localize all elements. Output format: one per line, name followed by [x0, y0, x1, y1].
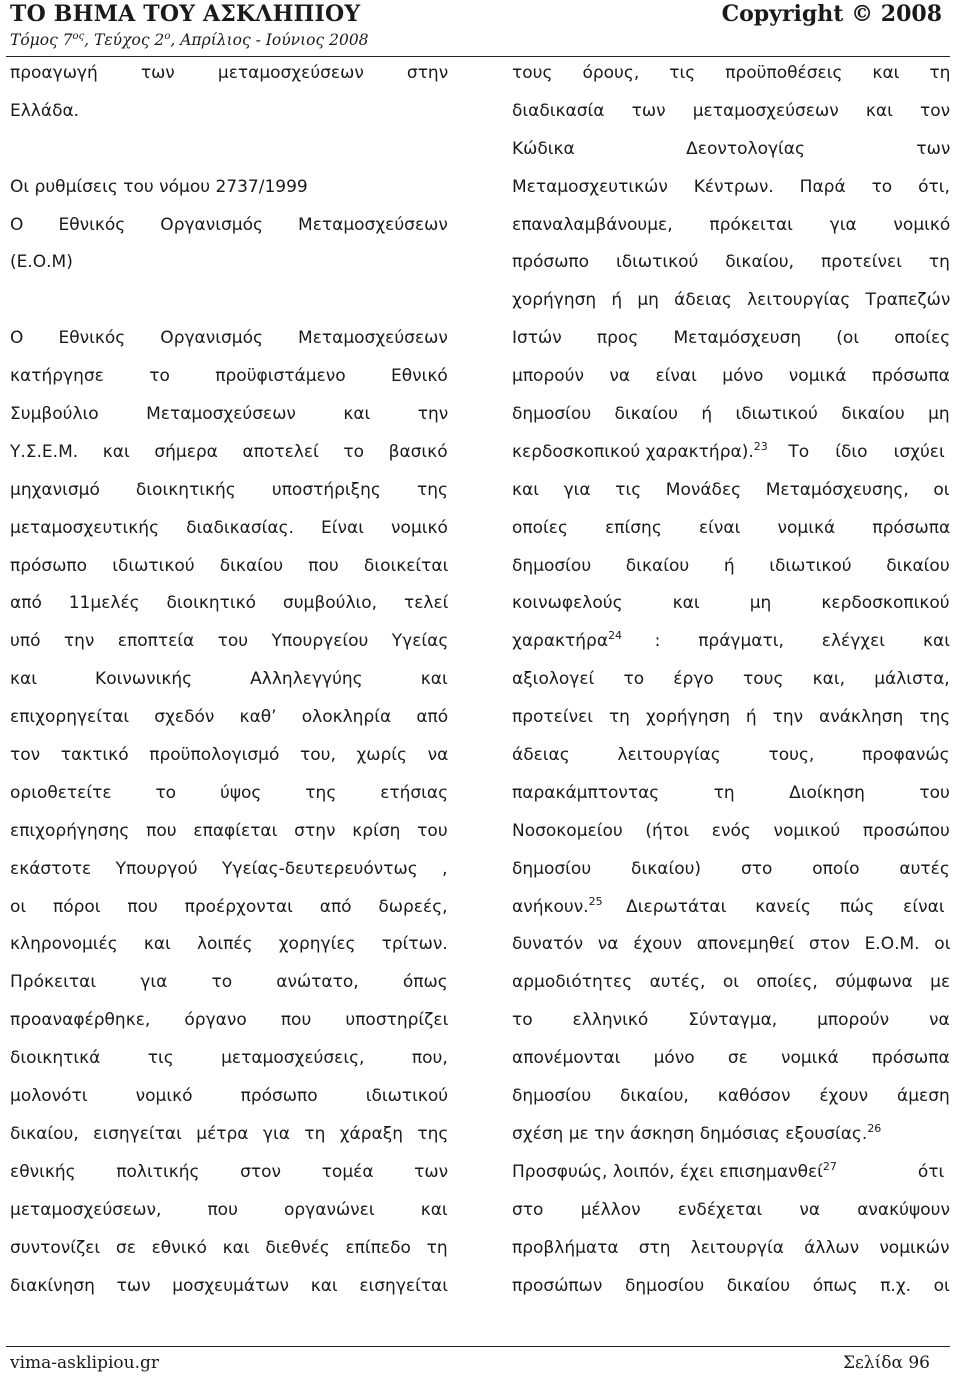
text-line	[10, 585, 448, 623]
text-line	[10, 813, 448, 851]
line-text: Συμβούλιο Μεταμοσχεύσεων και την	[10, 404, 449, 425]
line-text: Πρόκειται για το ανώτατο, όπως	[10, 972, 448, 993]
footer-divider	[6, 1346, 950, 1347]
line-text: διακίνηση των μοσχευμάτων και εισηγείται	[10, 1275, 449, 1296]
line-text: επαναλαμβάνουμε, πρόκειται για νομικό	[512, 214, 951, 235]
text-line	[10, 926, 448, 964]
line-segment	[512, 1116, 881, 1154]
text-line	[10, 55, 448, 93]
text-line	[512, 93, 950, 131]
line-text: Κώδικα Δεοντολογίας των	[512, 138, 951, 159]
text-line	[10, 1268, 448, 1306]
text-line	[512, 623, 950, 661]
text-line	[10, 320, 448, 358]
line-text: κατήργησε το προϋφιστάμενο Εθνικό	[10, 366, 448, 387]
text-line	[10, 775, 448, 813]
text-line	[512, 1268, 950, 1306]
text-line	[512, 851, 950, 889]
text-line	[512, 964, 950, 1002]
text-line	[10, 131, 448, 169]
line-text: επιχορηγείται σχεδόν καθ’ ολοκληρία από	[10, 707, 449, 728]
line-text: Μεταμοσχευτικών Κέντρων. Παρά το ότι,	[512, 176, 950, 197]
line-text: Οι ρυθμίσεις του νόμου 2737/1999	[10, 176, 308, 197]
line-text: Ελλάδα.	[10, 100, 80, 121]
text-line	[512, 472, 950, 510]
line-text: οποίες επίσης είναι νομικά πρόσωπα	[512, 517, 951, 538]
text-line	[10, 964, 448, 1002]
text-line	[512, 548, 950, 586]
line-text: εθνικής πολιτικής στον τομέα των	[10, 1161, 449, 1182]
text-line	[10, 1230, 448, 1268]
text-line	[512, 1116, 950, 1154]
line-text: και Κοινωνικής Αλληλεγγύης και	[10, 669, 448, 690]
text-line	[512, 396, 950, 434]
text-line	[512, 358, 950, 396]
text-line	[512, 510, 950, 548]
text-line	[512, 320, 950, 358]
line-text: κοινωφελούς και μη κερδοσκοπικού	[512, 593, 950, 614]
text-line	[10, 472, 448, 510]
line-text: Ο Εθνικός Οργανισμός Μεταμοσχεύσεων	[10, 328, 448, 349]
line-text: εκάστοτε Υπουργού Υγείας-δευτερευόντως ,	[10, 858, 448, 879]
line-text: το ελληνικό Σύνταγμα, μπορούν να	[512, 1010, 950, 1031]
line-text: προαναφέρθηκε, όργανο που υποστηρίζει	[10, 1010, 449, 1031]
line-text: προβλήματα στη λειτουργία άλλων νομικών	[512, 1237, 950, 1258]
line-text: παρακάμπτοντας τη Διοίκηση του	[512, 782, 950, 803]
line-text: Ιστών προς Μεταμόσχευση (οι οποίες	[512, 328, 951, 349]
line-text: άδειας λειτουργίας τους, προφανώς	[512, 745, 950, 766]
line-text: μεταμοσχεύσεων, που οργανώνει και	[10, 1199, 448, 1220]
text-line	[10, 1078, 448, 1116]
text-line	[512, 169, 950, 207]
line-text: και για τις Μονάδες Μεταμόσχευσης, οι	[512, 479, 950, 500]
text-line	[512, 1002, 950, 1040]
line-text: ανήκουν.	[512, 896, 589, 917]
line-text: Υ.Σ.Ε.Μ. και σήμερα αποτελεί το βασικό	[10, 441, 448, 462]
line-text: αρμοδιότητες αυτές, οι οποίες, σύμφωνα με	[512, 972, 951, 993]
line-text: απονέμονται μόνο σε νομικά πρόσωπα	[512, 1048, 950, 1069]
line-text: μεταμοσχευτικής διαδικασίας. Είναι νομικό	[10, 517, 448, 538]
line-segment	[512, 889, 603, 927]
line-text: δημοσίου δικαίου ή ιδιωτικού δικαίου	[512, 555, 950, 576]
text-line	[10, 851, 448, 889]
text-line	[10, 282, 448, 320]
line-text: επιχορήγησης που επαφίεται στην κρίση του	[10, 820, 448, 841]
text-line	[512, 1230, 950, 1268]
text-line	[512, 813, 950, 851]
line-text: οριοθετείτε το ύψος της ετήσιας	[10, 782, 449, 803]
text-line	[512, 889, 950, 927]
text-line	[10, 396, 448, 434]
footnote-24[interactable]: 24	[608, 629, 623, 643]
line-text: στο μέλλον ενδέχεται να ανακύψουν	[512, 1199, 950, 1220]
text-line	[10, 737, 448, 775]
text-line	[512, 244, 950, 282]
line-segment	[512, 623, 622, 661]
line-text: Προσφυώς, λοιπόν, έχει επισημανθεί	[512, 1161, 823, 1182]
text-after-23: Το ίδιο ισχύει	[788, 441, 945, 462]
line-text: προσώπων δημοσίου δικαίου όπως π.χ. οι	[512, 1275, 950, 1296]
text-line	[512, 1154, 950, 1192]
line-text: τον τακτικό προϋπολογισμό του, χωρίς να	[10, 745, 449, 766]
page-header	[8, 0, 950, 56]
text-after-24: : πράγματι, ελέγχει και	[654, 631, 950, 652]
text-line	[10, 623, 448, 661]
text-line	[512, 699, 950, 737]
line-text: μηχανισμό διοικητικής υποστήριξης της	[10, 479, 448, 500]
line-text: αξιολογεί το έργο τους και, μάλιστα,	[512, 669, 950, 690]
text-line	[10, 358, 448, 396]
text-line	[512, 434, 950, 472]
line-segment	[512, 434, 768, 472]
line-text: πρόσωπο ιδιωτικού δικαίου, προτείνει τη	[512, 252, 950, 273]
text-line	[10, 1002, 448, 1040]
text-line	[10, 93, 448, 131]
line-text: χαρακτήρα	[512, 631, 609, 652]
text-line	[512, 1192, 950, 1230]
text-line	[512, 131, 950, 169]
text-line	[10, 207, 448, 245]
line-text: από 11μελές διοικητικό συμβούλιο, τελεί	[10, 593, 449, 614]
line-segment	[512, 1154, 837, 1192]
line-text: δημοσίου δικαίου) στο οποίο αυτές	[512, 858, 950, 879]
line-text: προαγωγή των μεταμοσχεύσεων στην	[10, 63, 449, 83]
text-line	[10, 661, 448, 699]
text-line	[512, 55, 950, 93]
line-text: δημοσίου δικαίου, καθόσον έχουν άμεση	[512, 1086, 950, 1107]
line-text: συντονίζει σε εθνικό και διεθνές επίπεδο τη	[10, 1237, 448, 1258]
line-text: σχέση με την άσκηση δημόσιας εξουσίας.	[512, 1123, 868, 1144]
text-line	[10, 699, 448, 737]
line-text: προτείνει τη χορήγηση ή την ανάκληση της	[512, 707, 951, 728]
copyright-notice: Copyright © 2008	[721, 1, 942, 27]
text-line	[512, 282, 950, 320]
text-line	[512, 207, 950, 245]
line-text: πρόσωπο ιδιωτικού δικαίου που διοικείται	[10, 555, 449, 576]
text-after-27: ότι	[917, 1161, 945, 1182]
line-text: οι πόροι που προέρχονται από δωρεές,	[10, 896, 448, 917]
right-column	[512, 55, 950, 1305]
text-line	[10, 1154, 448, 1192]
text-line	[512, 926, 950, 964]
journal-title: ΤΟ ΒΗΜΑ ΤΟΥ ΑΣΚΛΗΠΙΟΥ	[10, 1, 361, 27]
text-line	[512, 737, 950, 775]
text-line	[512, 775, 950, 813]
line-text: μολονότι νομικό πρόσωπο ιδιωτικού	[10, 1086, 449, 1107]
footnote-23[interactable]: 23	[753, 439, 768, 453]
text-line	[512, 1040, 950, 1078]
line-text: διαδικασία των μεταμοσχεύσεων και τον	[512, 100, 951, 121]
footer-page-number: Σελίδα 96	[842, 1353, 930, 1373]
text-line	[10, 889, 448, 927]
issue-info: Τόμος $7^{o\varsigma}$, Τεύχος $2^o$, Απρίλιος - Ιούνιος 2008	[10, 31, 369, 50]
line-text: μπορούν να είναι μόνο νομικά πρόσωπα	[512, 366, 950, 387]
text-line	[10, 548, 448, 586]
line-text: Νοσοκομείου (ήτοι ενός νομικού προσώπου	[512, 820, 950, 841]
text-line	[10, 434, 448, 472]
line-text: (Ε.Ο.Μ)	[10, 252, 73, 273]
text-line	[512, 585, 950, 623]
text-line	[10, 169, 448, 207]
line-text: κληρονομιές και λοιπές χορηγίες τρίτων.	[10, 934, 448, 955]
text-line	[10, 1192, 448, 1230]
footnote-25[interactable]: 25	[588, 894, 603, 908]
line-text: υπό την εποπτεία του Υπουργείου Υγείας	[10, 631, 449, 652]
text-line	[10, 510, 448, 548]
text-line	[10, 1040, 448, 1078]
footer-site: vima-asklipiou.gr	[10, 1353, 159, 1373]
line-text: τους όρους, τις προϋποθέσεις και τη	[512, 63, 951, 83]
text-line	[512, 661, 950, 699]
text-line	[512, 1078, 950, 1116]
footnote-27[interactable]: 27	[822, 1159, 837, 1173]
line-text: δημοσίου δικαίου ή ιδιωτικού δικαίου μη	[512, 404, 950, 425]
left-column	[10, 55, 448, 1305]
line-text: χορήγηση ή μη άδειας λειτουργίας Τραπεζών	[512, 290, 951, 311]
line-text: διοικητικά τις μεταμοσχεύσεις, που,	[10, 1048, 448, 1069]
text-after-25: Διερωτάται κανείς πώς είναι	[626, 896, 945, 917]
line-text: Ο Εθνικός Οργανισμός Μεταμοσχεύσεων	[10, 214, 448, 235]
line-text: κερδοσκοπικού χαρακτήρα).	[512, 441, 754, 462]
line-text: δυνατόν να έχουν απονεμηθεί στον Ε.Ο.Μ. οι	[512, 934, 951, 955]
footnote-26[interactable]: 26	[867, 1121, 882, 1135]
text-line	[10, 244, 448, 282]
text-line	[10, 1116, 448, 1154]
line-text: δικαίου, εισηγείται μέτρα για τη χάραξη της	[10, 1123, 449, 1144]
